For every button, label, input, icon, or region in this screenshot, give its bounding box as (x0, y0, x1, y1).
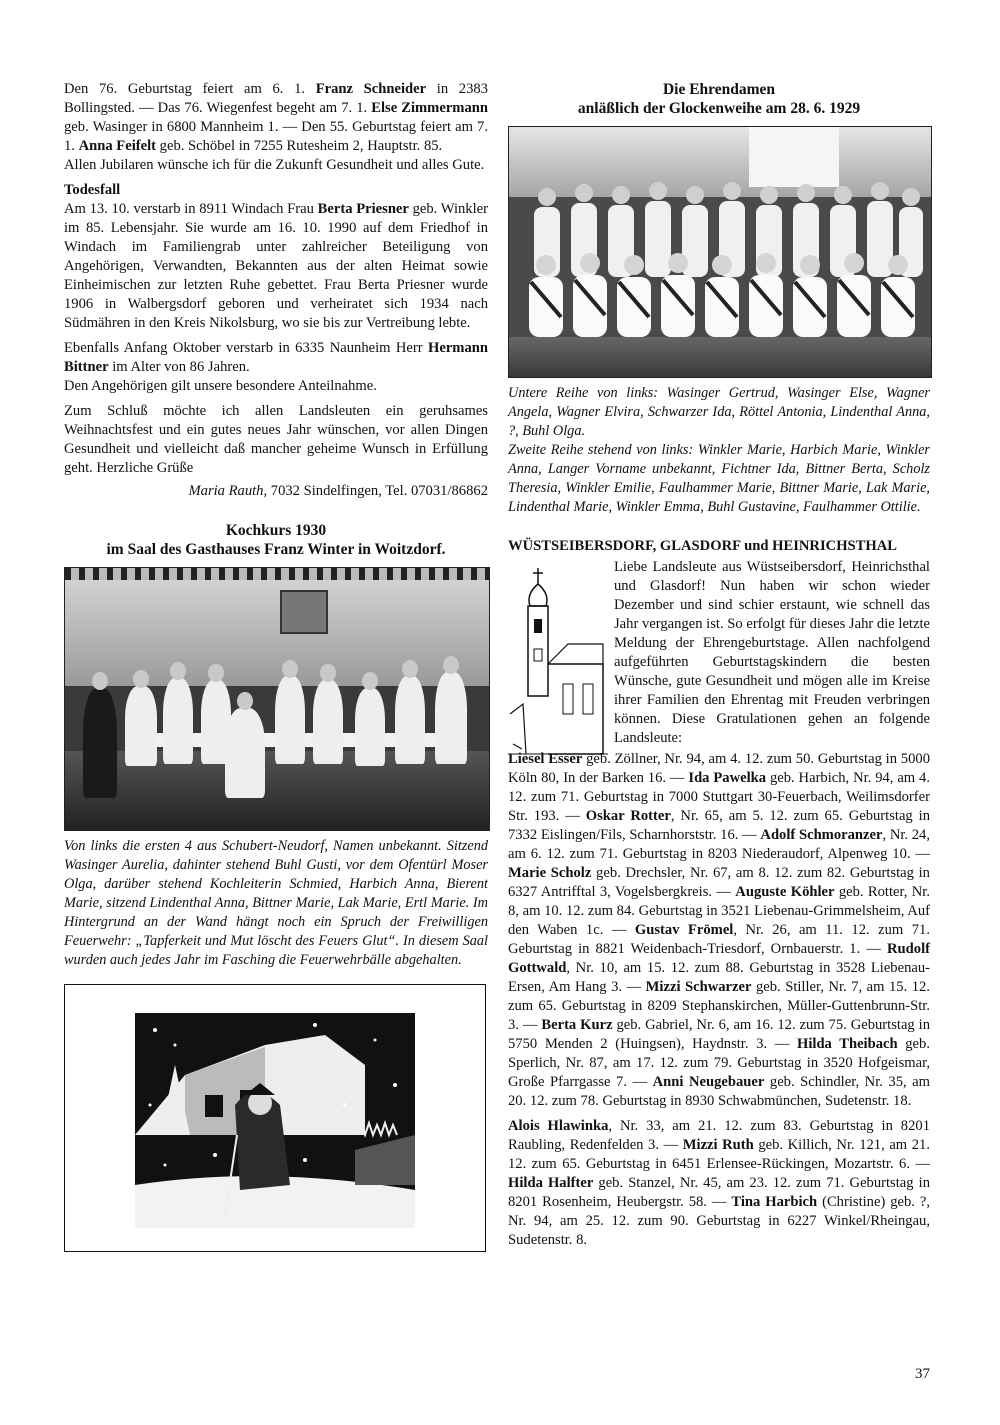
todesfall-heading: Todesfall (64, 182, 121, 198)
text-run: geb. Winkler im 85. Lebensjahr. Sie wurde am 16. 10. 1990 auf dem Friedhof in Windach im Familiengrab unter zahlreicher Beteiligung von Angehörigen, Verwandten, Bekannten aus der alten Heimat sowie Einheimischen zur letzten Ruhe gebettet. Frau Berta Priesner wurde 1906 in Walbergsdorf geboren und verheiratet sich 1934 nach Südmähren in den Kreis Nikolsburg, wo sie bis zur Vertreibung lebte. (64, 201, 489, 331)
birthday-person-name: Liesel Esser (508, 751, 583, 767)
person-head (320, 664, 336, 682)
birthday-details: geb. Stanzel, Nr. 45, am 23. 12. zum 71. Geburtstag in 8201 Rosenheim, Heubergstr. 58. — (508, 1175, 930, 1210)
text-run: in 2383 Bollingsted. — Das 76. Wiegenfest begeht am 7. 1. (64, 81, 488, 116)
person-name: Else Zimmermann (371, 100, 488, 116)
kochkurs-title (64, 521, 488, 559)
caption-lower-row: Untere Reihe von links: Wasinger Gertrud, Wasinger Else, Wagner Angela, Wagner Elvira, Schwarzer Ida, Röttel Antonia, Lindenthal Anna, ?, Buhl Olga. (508, 385, 930, 439)
person-head (443, 656, 459, 674)
person-head (282, 660, 298, 678)
birthday-details: , Nr. 26, am 11. 12. zum 71. Geburtstag in 8821 Weidenbach-Triesdorf, Ornbauerstr. 1. — (508, 922, 931, 957)
birthday-details: , Nr. 33, am 21. 12. zum 83. Geburtstag in 8201 Raubling, Redenfelden 3. — (508, 1118, 930, 1153)
kochkurs-title-line-1: Kochkurs 1930 (225, 522, 327, 539)
page-number: 37 (915, 1366, 930, 1382)
person-head (170, 662, 186, 680)
person-head (133, 670, 149, 688)
birthday-person-name: Hilda Theibach (796, 1036, 898, 1052)
text-run: Den 76. Geburtstag feiert am 6. 1. (64, 81, 316, 97)
person-figure (83, 688, 117, 798)
person-name: Franz Schneider (315, 81, 427, 97)
anteilnahme-paragraph: Den Angehörigen gilt unsere besondere Anteilnahme. (64, 378, 377, 394)
birthday-details: geb. Stiller, Nr. 7, am 15. 12. zum 65. Geburtstag in 8209 Stephanskirchen, Müller-Guttenbrunn-Str. 3. — (508, 979, 930, 1033)
person-name: Berta Priesner (317, 201, 409, 217)
person-name: Anna Feifelt (78, 138, 157, 154)
birthday-details: geb. Rotter, Nr. 8, am 10. 12. zum 84. Geburtstag in 3521 Liebenau-Grimmelsheim, Auf den Waben 1c. — (508, 884, 930, 938)
birthday-person-name: Anni Neugebauer (652, 1074, 765, 1090)
photo-frieze (65, 568, 489, 580)
text-run: geb. Schöbel in 7255 Rutesheim 2, Hauptstr. 85. (156, 138, 443, 154)
person-head (237, 692, 253, 710)
person-figure (313, 680, 343, 764)
birthday-details: , Nr. 10, am 15. 12. zum 88. Geburtstag in 3528 Liebenau-Ersen, Am Hang 3. — (508, 960, 930, 995)
kochkurs-photo (64, 567, 490, 831)
kochkurs-title-line-2: im Saal des Gasthauses Franz Winter in Woitzdorf. (106, 541, 446, 558)
birthday-details: geb. Drechsler, Nr. 67, am 8. 12. zum 82. Geburtstag in 6327 Antrifftal 3, Vogelsbergkreis. — (508, 865, 930, 900)
person-figure (355, 688, 385, 766)
birthday-person-name: Ida Pawelka (688, 770, 767, 786)
birthday-details: , Nr. 24, am 6. 12. zum 71. Geburtstag in 8203 Niederaudorf, Alpenweg 10. — (508, 827, 930, 862)
person-figure (163, 678, 193, 764)
signature-address: 7032 Sindelfingen, Tel. 07031/86862 (267, 483, 488, 499)
birthday-details: geb. Harbich, Nr. 94, am 4. 12. zum 71. Geburtstag in 7000 Stuttgart 30-Feuerbach, Weilimsdorfer Str. 193. — (508, 770, 930, 824)
text-run: Am 13. 10. verstarb in 8911 Windach Frau (64, 201, 318, 217)
signature-name: Maria Rauth, (188, 483, 268, 499)
birthday-person-name: Berta Kurz (541, 1017, 613, 1033)
birthday-person-name: Tina Harbich (731, 1194, 818, 1210)
ehrendamen-title (508, 80, 930, 118)
birthday-details: geb. Sperlich, Nr. 87, am 17. 12. zum 79. Geburtstag in 3520 Hofgeismar, Große Pfarrgasse 7. — (508, 1036, 930, 1090)
group-of-women (509, 127, 931, 377)
ehrendamen-title-line-1: Die Ehrendamen (662, 81, 776, 98)
birthday-details: geb. Zöllner, Nr. 94, am 4. 12. zum 50. Geburtstag in 5000 Köln 80, In der Barken 16. — (508, 751, 930, 786)
birthday-person-name: Marie Scholz (508, 865, 592, 881)
caption-second-row: Zweite Reihe stehend von links: Winkler Marie, Harbich Marie, Winkler Anna, Langer Vorname unbekannt, Fichtner Ida, Bittner Berta, Scholz Theresia, Winkler Emilie, Faulhammer Marie, Bittner Marie, Lak Marie, Lindenthal Marie, Winkler Emma, Buhl Gustavine, Faulhammer Ottilie. (508, 442, 930, 515)
ehrendamen-caption (508, 384, 930, 517)
person-head (208, 664, 224, 682)
birthday-list-2 (508, 1117, 930, 1250)
wall-plaque (280, 590, 328, 634)
church-icon (508, 564, 608, 764)
person-head (92, 672, 108, 690)
birthday-details: geb. Killich, Nr. 121, am 21. 12. zum 65. Geburtstag in 6451 Erlensee-Rückingen, Mozartstr. 6. — (508, 1137, 930, 1172)
birthday-person-name: Rudolf Gottwald (508, 941, 930, 976)
birthday-person-name: Mizzi Schwarzer (645, 979, 752, 995)
birthday-details: geb. Gabriel, Nr. 6, am 16. 12. zum 75. Geburtstag in 5750 Menden 2 (Huingsen), Haydnstr. 3. — (508, 1017, 930, 1052)
ehrendamen-title-line-2: anläßlich der Glockenweihe am 28. 6. 1929 (577, 100, 861, 117)
birthday-person-name: Adolf Schmoranzer (760, 827, 883, 843)
birthday-person-name: Alois Hlawinka (508, 1118, 609, 1134)
birthday-paragraph (64, 80, 488, 156)
closing-paragraph: Zum Schluß möchte ich allen Landsleuten ein geruhsames Weihnachtsfest und ein gutes neues Jahr wünschen, vor allen Dingen Gesundheit und vielleicht daß mancher geheime Wunsch in Erfüllung geht. Herzliche Grüße (64, 403, 488, 476)
person-figure (275, 676, 305, 764)
person-figure (225, 708, 265, 798)
birthday-details: , Nr. 65, am 5. 12. zum 65. Geburtstag in 7332 Eislingen/Fils, Scharnhorststr. 16. — (508, 808, 930, 843)
person-head (402, 660, 418, 678)
birthday-person-name: Gustav Frömel (634, 922, 734, 938)
ebenfalls-paragraph (64, 339, 488, 377)
person-figure (125, 686, 157, 766)
photo-wall (65, 568, 489, 686)
left-column (64, 80, 488, 1252)
birthday-person-name: Oskar Rotter (585, 808, 671, 824)
birthday-details: (Christine) geb. ?, Nr. 94, am 25. 12. zum 90. Geburtstag in 6227 Winkel/Rheingau, Sudetenstr. 8. (508, 1194, 931, 1248)
person-figure (395, 676, 425, 764)
birthday-person-name: Hilda Halfter (508, 1175, 594, 1191)
right-column (508, 80, 930, 1256)
signature (64, 482, 488, 501)
winter-scene-illustration (65, 985, 485, 1251)
person-figure (435, 672, 467, 764)
person-head (362, 672, 378, 690)
wishes-paragraph: Allen Jubilaren wünsche ich für die Zukunft Gesundheit und alles Gute. (64, 157, 485, 173)
section-heading: WÜSTSEIBERSDORF, GLASDORF und HEINRICHSTHAL (508, 538, 898, 554)
birthday-list-1 (508, 750, 930, 1111)
greeting-paragraph: Liebe Landsleute aus Wüstseibersdorf, Heinrichsthal und Glasdorf! Nun haben wir schon wieder Dezember und sind schier erstaunt, wie schnell das Jahr vergangen ist. So erfolgt für dieses Jahr die letzte Meldung der Ehrengeburtstage. Allen nachfolgend aufgeführten Geburtstagskindern die besten Wünsche, gute Gesundheit und mögen alle im Kreise ihrer Familien den Ehrentag mit Freuden verbringen können. Diese Gratulationen gehen an folgende Landsleute: (614, 559, 930, 746)
todesfall-paragraph (64, 200, 488, 333)
text-run: geb. Wasinger in 6800 Mannheim 1. — Den 55. Geburtstag feiert am 7. 1. (64, 119, 488, 154)
ehrendamen-photo (508, 126, 932, 378)
greeting-block (508, 558, 930, 748)
text-run: im Alter von 86 Jahren. (108, 359, 250, 375)
birthday-person-name: Mizzi Ruth (682, 1137, 754, 1153)
text-run: Ebenfalls Anfang Oktober verstarb in 6335 Naunheim Herr (64, 340, 428, 356)
birthday-person-name: Auguste Köhler (735, 884, 835, 900)
birthday-details: geb. Schindler, Nr. 35, am 20. 12. zum 78. Geburtstag in 8930 Schwabmünchen, Sudetenstr. 18. (508, 1074, 931, 1109)
kochkurs-caption: Von links die ersten 4 aus Schubert-Neudorf, Namen unbekannt. Sitzend Wasinger Aurelia, dahinter stehend Buhl Gusti, vor dem Ofentürl Moser Olga, darüber stehend Kochleiterin Schmied, Harbich Anna, Bierent Marie, sitzend Lindenthal Anna, Bittner Marie, Lak Marie, Ertl Marie. Im Hintergrund an der Wand hängt noch ein Spruch der Freiwilligen Feuerwehr: „Tapferkeit und Mut löscht des Feuers Glut“. In diesem Saal wurden auch jedes Jahr im Fasching die Feuerwehrbälle abgehalten. (64, 838, 488, 968)
winter-woodcut (64, 984, 486, 1252)
person-name: Hermann Bittner (64, 340, 488, 375)
